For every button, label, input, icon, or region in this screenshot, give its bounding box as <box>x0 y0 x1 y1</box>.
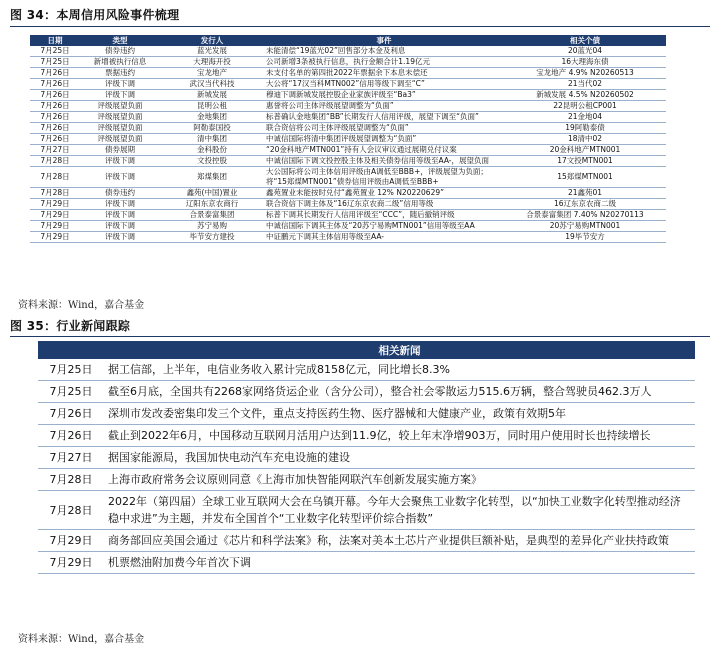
cell-date: 7月29日 <box>30 210 80 221</box>
cell-issuer: 清中集团 <box>160 134 264 145</box>
cell-type: 债券违约 <box>80 46 160 57</box>
cell-date: 7月26日 <box>30 90 80 101</box>
col-date-blank <box>38 341 104 359</box>
cell-bond: 16大理海东债 <box>504 57 666 68</box>
cell-type: 评级下调 <box>80 221 160 232</box>
cell-event: 标普下调其长期发行人信用评级至“CCC”，随后撤销评级 <box>264 210 504 221</box>
cell-issuer: 蓝光发展 <box>160 46 264 57</box>
table-row <box>38 425 695 447</box>
cell-type: 评级下调 <box>80 199 160 210</box>
table-header-row <box>30 35 666 46</box>
table-row <box>30 68 666 79</box>
cell-event: 鑫苑置业未能按时兑付“鑫苑置业 12% N20220629” <box>264 188 504 199</box>
news-date: 7月28日 <box>38 491 104 530</box>
table-row <box>38 447 695 469</box>
table-row <box>38 469 695 491</box>
cell-date: 7月28日 <box>30 167 80 188</box>
cell-bond: 16辽东京农商二级 <box>504 199 666 210</box>
news-text: 2022年（第四届）全球工业互联网大会在乌镇开幕。今年大会聚焦工业数字化转型，以“加快工业数字化转型推动经济稳中求进”为主题，并发布全国首个“工业数字化转型评价综合指数” <box>104 491 695 530</box>
cell-type: 评级下调 <box>80 232 160 243</box>
cell-issuer: 辽阳东京农商行 <box>160 199 264 210</box>
col-date: 日期 <box>30 35 80 46</box>
cell-bond: 20金科地产MTN001 <box>504 145 666 156</box>
cell-date: 7月26日 <box>30 79 80 90</box>
table-row <box>38 359 695 381</box>
news-text: 截止到2022年6月，中国移动互联网月活用户达到11.9亿，较上年末净增903万，同时用户使用时长也持续增长 <box>104 425 695 447</box>
table-row <box>30 134 666 145</box>
cell-type: 评级下调 <box>80 156 160 167</box>
cell-event: 大公将“17汉当科MTN002”信用等级下调至“C” <box>264 79 504 90</box>
credit-risk-events-table <box>30 35 666 243</box>
cell-date: 7月29日 <box>30 221 80 232</box>
news-date: 7月27日 <box>38 447 104 469</box>
cell-event: 公司新增3条被执行信息，执行金额合计1.19亿元 <box>264 57 504 68</box>
table-row <box>30 46 666 57</box>
news-text: 上海市政府常务会议原则同意《上海市加快智能网联汽车创新发展实施方案》 <box>104 469 695 491</box>
cell-event: 联合资信将公司主体评级展望调整为“负面” <box>264 123 504 134</box>
cell-issuer: 合景泰富集团 <box>160 210 264 221</box>
figure-34-rule <box>10 26 710 27</box>
cell-issuer: 昆明公租 <box>160 101 264 112</box>
cell-bond: 17文投MTN001 <box>504 156 666 167</box>
cell-bond: 22昆明公租CP001 <box>504 101 666 112</box>
news-date: 7月29日 <box>38 552 104 574</box>
cell-date: 7月29日 <box>30 199 80 210</box>
cell-event: 穆迪下调新城发展控股企业家族评级至“Ba3” <box>264 90 504 101</box>
cell-bond: 19毕节安方 <box>504 232 666 243</box>
figure-35-rule <box>10 336 710 337</box>
news-date: 7月25日 <box>38 359 104 381</box>
cell-date: 7月26日 <box>30 134 80 145</box>
cell-date: 7月29日 <box>30 232 80 243</box>
cell-type: 评级展望负面 <box>80 123 160 134</box>
cell-type: 评级下调 <box>80 79 160 90</box>
cell-type: 评级展望负面 <box>80 134 160 145</box>
cell-date: 7月25日 <box>30 46 80 57</box>
table-row <box>30 232 666 243</box>
table-row <box>30 167 666 188</box>
news-date: 7月26日 <box>38 425 104 447</box>
figure-35-title: 图 35：行业新闻跟踪 <box>10 319 131 333</box>
table-row <box>30 112 666 123</box>
cell-date: 7月26日 <box>30 112 80 123</box>
cell-event: 中诚信国际下调其主体及“20苏宁易购MTN001”信用等级至AA <box>264 221 504 232</box>
cell-issuer: 武汉当代科技 <box>160 79 264 90</box>
news-text: 商务部回应美国会通过《芯片和科学法案》称，法案对美本土芯片产业提供巨额补贴，是典型的差异化产业扶持政策 <box>104 530 695 552</box>
table-row <box>30 156 666 167</box>
cell-date: 7月26日 <box>30 68 80 79</box>
cell-date: 7月25日 <box>30 57 80 68</box>
col-type: 类型 <box>80 35 160 46</box>
news-text: 据国家能源局，我国加快电动汽车充电设施的建设 <box>104 447 695 469</box>
table-row <box>38 552 695 574</box>
cell-issuer: 宝龙地产 <box>160 68 264 79</box>
cell-date: 7月27日 <box>30 145 80 156</box>
figure-34-source: 资料来源：Wind，嘉合基金 <box>18 300 145 311</box>
table-row <box>30 199 666 210</box>
cell-issuer: 苏宁易购 <box>160 221 264 232</box>
news-date: 7月25日 <box>38 381 104 403</box>
cell-bond: 21鑫苑01 <box>504 188 666 199</box>
table-row <box>30 57 666 68</box>
cell-event: 未支付名单的第四批2022年票据余下本息未偿还 <box>264 68 504 79</box>
cell-bond: 20蓝光04 <box>504 46 666 57</box>
cell-bond: 宝龙地产 4.9% N20260513 <box>504 68 666 79</box>
cell-issuer: 鑫苑(中国)置业 <box>160 188 264 199</box>
cell-issuer: 金科股份 <box>160 145 264 156</box>
cell-type: 票据违约 <box>80 68 160 79</box>
cell-event: 中证鹏元下调其主体信用等级至AA- <box>264 232 504 243</box>
table-row <box>38 403 695 425</box>
cell-date: 7月26日 <box>30 123 80 134</box>
cell-type: 评级展望负面 <box>80 112 160 123</box>
news-date: 7月26日 <box>38 403 104 425</box>
cell-type: 评级下调 <box>80 90 160 101</box>
cell-bond: 新城发展 4.5% N20260502 <box>504 90 666 101</box>
cell-bond: 19阿勒泰债 <box>504 123 666 134</box>
col-news: 相关新闻 <box>104 341 695 359</box>
table-row <box>30 123 666 134</box>
cell-date: 7月28日 <box>30 188 80 199</box>
industry-news-table <box>38 341 695 574</box>
cell-bond: 20苏宁易购MTN001 <box>504 221 666 232</box>
cell-type: 债券违约 <box>80 188 160 199</box>
cell-issuer: 文投控股 <box>160 156 264 167</box>
cell-event: 标普确认金地集团“BB”长期发行人信用评级，展望下调至“负面” <box>264 112 504 123</box>
cell-issuer: 毕节安方建投 <box>160 232 264 243</box>
cell-bond: 合景泰富集团 7.40% N20270113 <box>504 210 666 221</box>
cell-issuer: 大理海开投 <box>160 57 264 68</box>
col-bond: 相关个债 <box>504 35 666 46</box>
table-row <box>38 491 695 530</box>
cell-type: 评级下调 <box>80 167 160 188</box>
table-row <box>30 90 666 101</box>
news-text: 截至6月底，全国共有2268家网络货运企业（含分公司），整合社会零散运力515.6万辆，整合驾驶员462.3万人 <box>104 381 695 403</box>
cell-event: 联合资信下调主体及“16辽东京农商二级”信用等级 <box>264 199 504 210</box>
table-row <box>30 210 666 221</box>
table-row <box>38 381 695 403</box>
table-row <box>30 145 666 156</box>
cell-event: 未能清偿“19蓝光02”回售部分本金及利息 <box>264 46 504 57</box>
table-row <box>30 188 666 199</box>
news-date: 7月28日 <box>38 469 104 491</box>
cell-bond: 18清中02 <box>504 134 666 145</box>
table-row <box>30 221 666 232</box>
cell-bond: 15郑煤MTN001 <box>504 167 666 188</box>
cell-type: 评级下调 <box>80 210 160 221</box>
cell-issuer: 郑煤集团 <box>160 167 264 188</box>
figure-34-title: 图 34：本周信用风险事件梳理 <box>10 8 180 22</box>
cell-bond: 21金地04 <box>504 112 666 123</box>
cell-issuer: 金地集团 <box>160 112 264 123</box>
cell-bond: 21当代02 <box>504 79 666 90</box>
cell-event: 大公国际将公司主体信用评级由A调低至BBB+，评级展望为负面；将“15郑煤MTN001”债券信用评级由A调低至BBB+ <box>264 167 504 188</box>
cell-date: 7月26日 <box>30 101 80 112</box>
cell-event: 中诚信国际下调文投控股主体及相关债券信用等级至AA-，展望负面 <box>264 156 504 167</box>
cell-type: 评级展望负面 <box>80 101 160 112</box>
news-text: 机票燃油附加费今年首次下调 <box>104 552 695 574</box>
col-event: 事件 <box>264 35 504 46</box>
cell-event: “20金科地产MTN001”持有人会议审议通过展期兑付议案 <box>264 145 504 156</box>
news-text: 据工信部，上半年，电信业务收入累计完成8158亿元，同比增长8.3% <box>104 359 695 381</box>
news-text: 深圳市发改委密集印发三个文件，重点支持医药生物、医疗器械和大健康产业，政策有效期5年 <box>104 403 695 425</box>
cell-type: 债券展期 <box>80 145 160 156</box>
table-row <box>30 79 666 90</box>
table-row <box>38 530 695 552</box>
cell-date: 7月28日 <box>30 156 80 167</box>
news-date: 7月29日 <box>38 530 104 552</box>
table-row <box>30 101 666 112</box>
cell-issuer: 阿勒泰国投 <box>160 123 264 134</box>
figure-35-source: 资料来源：Wind，嘉合基金 <box>18 634 145 645</box>
table-header-row <box>38 341 695 359</box>
col-issuer: 发行人 <box>160 35 264 46</box>
cell-issuer: 新城发展 <box>160 90 264 101</box>
cell-type: 新增被执行信息 <box>80 57 160 68</box>
cell-event: 中诚信国际将清中集团评级展望调整为“负面” <box>264 134 504 145</box>
cell-event: 惠誉将公司主体评级展望调整为“负面” <box>264 101 504 112</box>
